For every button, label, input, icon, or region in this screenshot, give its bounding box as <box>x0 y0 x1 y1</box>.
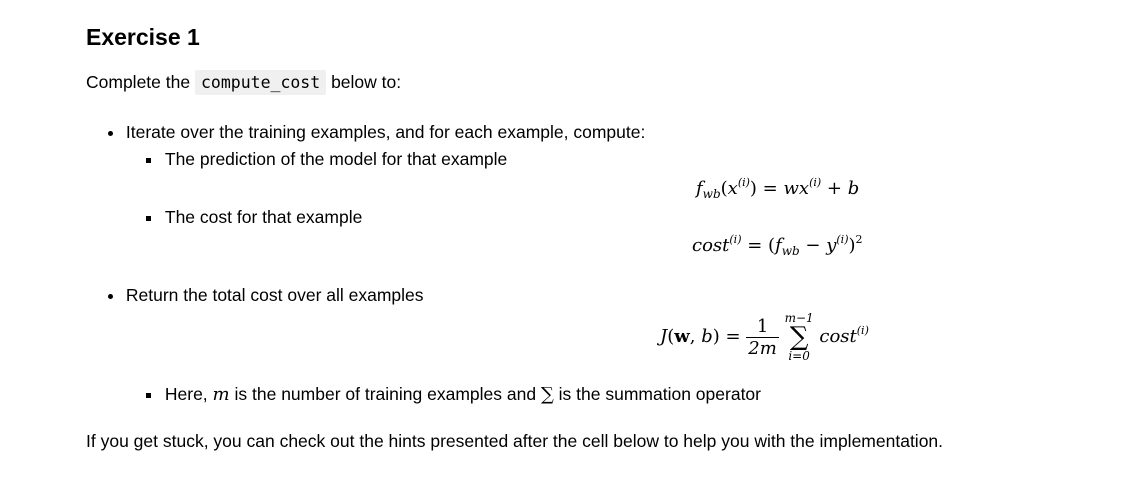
bullet-cost <box>146 207 362 228</box>
intro-before: Complete the <box>86 72 191 92</box>
compute-cost-code: compute_cost <box>195 70 326 95</box>
cost-equation: $\cos t^{(i)} = (f_{wb} - y^{(i)})^2$ <box>692 233 863 258</box>
bullet-total <box>108 285 424 306</box>
note-middle: is the number of training examples and <box>234 384 537 404</box>
square-bullet <box>146 393 151 398</box>
intro-text <box>86 72 401 93</box>
note-line <box>146 384 761 405</box>
footer-text: If you get stuck, you can check out the hints presented after the cell below to help you with the implementation. <box>86 431 944 451</box>
bullet-iterate-text: Iterate over the training examples, and for each example, compute: <box>125 122 646 142</box>
summation: m−1 ∑ i=0 <box>784 311 814 363</box>
note-before: Here, <box>164 384 208 404</box>
bullet-prediction-text: The prediction of the model for that example <box>164 149 508 169</box>
intro-after: below to: <box>331 72 402 92</box>
bullet-iterate <box>108 122 645 143</box>
note-sigma: ∑ <box>540 384 554 405</box>
square-bullet <box>146 158 151 163</box>
total-cost-equation: J(w, b) = $\frac{1}{2m}$ m−1 ∑ i=0 cost$^{(i)}$ <box>660 311 869 363</box>
bullet-total-text: Return the total cost over all examples <box>125 285 424 305</box>
square-bullet <box>146 216 151 221</box>
note-m: m <box>212 384 230 405</box>
bullet-prediction <box>146 149 507 170</box>
bullet-dot <box>108 131 113 136</box>
bullet-cost-text: The cost for that example <box>164 207 363 227</box>
bullet-dot <box>108 294 113 299</box>
prediction-equation: $f_{wb}(x^{(i)}) = wx^{(i)} + b$ <box>696 176 860 201</box>
fraction: $\frac{1}{2m}$ <box>748 315 777 359</box>
exercise-heading: Exercise 1 <box>86 24 200 50</box>
note-after: is the summation operator <box>558 384 761 404</box>
